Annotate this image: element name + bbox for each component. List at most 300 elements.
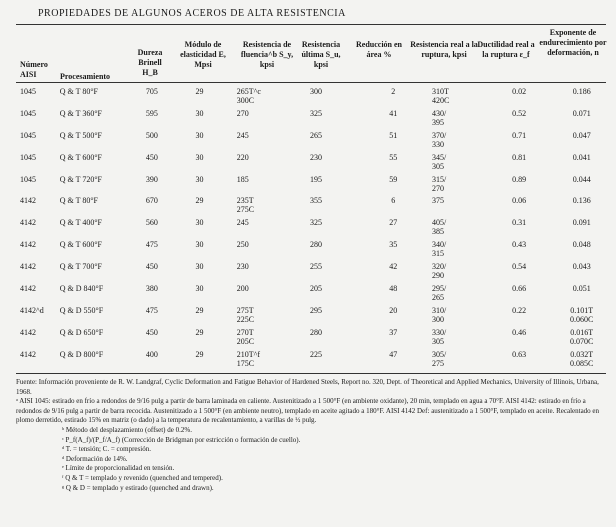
cell-sy	[227, 237, 296, 259]
cell-sy	[227, 193, 296, 215]
cell-sy-value: 245	[236, 130, 249, 140]
cell-aisi-value: 1045	[20, 152, 36, 162]
cell-proc-value: Q & D 800°F	[59, 349, 104, 359]
table-row	[16, 150, 616, 172]
cell-aisi	[16, 106, 60, 128]
cell-ef	[491, 303, 548, 325]
cell-ef	[491, 281, 548, 303]
cell-e	[172, 347, 226, 369]
cell-aisi	[16, 237, 60, 259]
cell-aisi	[16, 172, 60, 194]
cell-e-value: 30	[195, 240, 204, 250]
cell-sf-value: 370/	[431, 130, 447, 140]
cell-ef	[491, 237, 548, 259]
cell-su	[296, 281, 367, 303]
source-note: Fuente: Información proveniente de R. W. Landgraf, Cyclic Deformation and Fatigue Behavior of Hardened Steels, Report no. 320, Dept. of Theoretical and Applied Mechanics, University of Illinois, Urbana, 1968.	[16, 378, 599, 396]
cell-ra	[367, 281, 420, 303]
cell-hb	[132, 347, 173, 369]
cell-su-value: 300	[309, 87, 322, 96]
cell-e	[172, 106, 226, 128]
cell-su-value: 325	[309, 108, 322, 118]
cell-n	[547, 347, 616, 369]
cell-e-value: 29	[195, 349, 204, 359]
cell-sy	[227, 128, 296, 150]
cell-hb	[132, 193, 173, 215]
cell-sf2-value: 420C	[431, 96, 450, 105]
cell-hb-value: 450	[145, 262, 158, 272]
cell-sf-value: 430/	[431, 108, 447, 118]
cell-su-value: 325	[309, 218, 322, 228]
cell-sf2-value: 290	[431, 271, 444, 281]
cell-sy-value: 220	[236, 152, 249, 162]
cell-e	[172, 215, 226, 237]
cell-hb-value: 450	[145, 327, 158, 337]
cell-e-value: 30	[195, 284, 204, 294]
cell-ra-value: 51	[389, 130, 398, 140]
cell-ra	[367, 128, 420, 150]
cell-sf2-value: 300	[431, 314, 444, 324]
cell-hb	[132, 128, 173, 150]
cell-ra	[367, 237, 420, 259]
cell-su-value: 355	[309, 196, 322, 206]
cell-sf-value: 310/	[431, 305, 447, 315]
table-row	[16, 347, 616, 369]
cell-sf	[420, 281, 491, 303]
cell-hb-value: 400	[145, 349, 158, 359]
table-title: PROPIEDADES DE ALGUNOS ACEROS DE ALTA RESISTENCIA	[38, 8, 346, 19]
cell-aisi	[16, 259, 60, 281]
cell-n-value: 0.032T	[570, 349, 594, 359]
cell-sy2-value: 225C	[236, 314, 255, 324]
cell-e-value: 30	[195, 152, 204, 162]
cell-sy2-value: 300C	[236, 96, 255, 105]
cell-ef-value: 0.02	[512, 87, 527, 96]
cell-n-value: 0.101T	[570, 305, 594, 315]
cell-n	[547, 106, 616, 128]
cell-e-value: 30	[195, 174, 204, 184]
footnotes	[16, 378, 606, 493]
cell-sy	[227, 150, 296, 172]
cell-proc	[60, 259, 132, 281]
cell-proc-value: Q & T 500°F	[59, 130, 102, 140]
cell-sy	[227, 215, 296, 237]
cell-su-value: 230	[309, 152, 322, 162]
header-modulo: Módulo de elasticidad E, Mpsi	[180, 40, 226, 69]
cell-hb	[132, 84, 173, 106]
cell-ra	[367, 193, 420, 215]
cell-n2-value: 0.060C	[570, 314, 594, 324]
cell-aisi-value: 1045	[20, 87, 36, 96]
cell-sf-value: 310T	[431, 87, 449, 96]
cell-proc-value: Q & T 80°F	[59, 87, 98, 96]
cell-ef-value: 0.66	[512, 284, 527, 294]
cell-ef	[491, 347, 548, 369]
footnote-f: ᵉ Límite de proporcionalidad en tensión.	[62, 464, 175, 473]
cell-ra-value: 35	[389, 240, 398, 250]
cell-ra	[367, 172, 420, 194]
cell-ra-value: 37	[389, 327, 398, 337]
cell-sf2-value: 330	[431, 139, 444, 149]
cell-sf-value: 330/	[431, 327, 447, 337]
cell-sf2-value: 395	[431, 117, 444, 127]
footnote-h: ᵍ Q & D = templado y estirado (quenched and drawn).	[62, 483, 214, 492]
cell-sf	[420, 347, 491, 369]
cell-aisi-value: 4142	[20, 284, 36, 294]
footnote-c: ᶜ P_f(A_f)/(P_f/A_f) (Corrección de Bridgman por estricción o formación de cuello).	[62, 435, 301, 444]
cell-proc	[60, 237, 132, 259]
header-ductilidad: Ductilidad real a la ruptura ε_f	[477, 40, 535, 59]
header-aisi: Número AISI	[20, 60, 48, 79]
cell-e	[172, 150, 226, 172]
cell-sf	[420, 128, 491, 150]
cell-sf-value: 405/	[431, 218, 447, 228]
table-row	[16, 259, 616, 281]
cell-sy2-value: 205C	[236, 336, 255, 346]
cell-su-value: 225	[309, 349, 322, 359]
cell-n-value: 0.044	[572, 174, 591, 184]
cell-su	[296, 150, 367, 172]
cell-sy-value: 230	[236, 262, 249, 272]
cell-proc	[60, 172, 132, 194]
cell-su	[296, 325, 367, 347]
cell-aisi	[16, 303, 60, 325]
cell-ra-value: 48	[389, 284, 398, 294]
cell-ra	[367, 347, 420, 369]
cell-ef	[491, 172, 548, 194]
cell-hb-value: 670	[145, 196, 158, 206]
cell-sf2-value: 275	[431, 358, 444, 368]
cell-su-value: 295	[309, 305, 322, 315]
cell-e-value: 30	[195, 130, 204, 140]
cell-ra-value: 42	[389, 262, 398, 272]
cell-sy	[227, 347, 296, 369]
cell-proc-value: Q & D 650°F	[59, 327, 104, 337]
cell-aisi	[16, 281, 60, 303]
cell-sy	[227, 281, 296, 303]
cell-sy-value: 275T	[236, 305, 254, 315]
cell-proc-value: Q & T 360°F	[59, 108, 102, 118]
cell-ef	[491, 128, 548, 150]
cell-sf-value: 320/	[431, 262, 447, 272]
cell-proc-value: Q & T 700°F	[59, 262, 102, 272]
table-row	[16, 215, 616, 237]
cell-aisi	[16, 347, 60, 369]
cell-ra-value: 41	[389, 108, 398, 118]
cell-aisi-value: 1045	[20, 130, 36, 140]
cell-sy-value: 245	[236, 218, 249, 228]
cell-proc	[60, 347, 132, 369]
cell-hb	[132, 215, 173, 237]
cell-su	[296, 84, 367, 106]
header-proc: Procesamiento	[60, 72, 111, 81]
cell-su	[296, 128, 367, 150]
cell-e-value: 30	[195, 218, 204, 228]
cell-hb-value: 450	[145, 152, 158, 162]
cell-e-value: 29	[195, 87, 204, 96]
cell-sf2-value: 385	[431, 227, 444, 237]
cell-sy2-value: 175C	[236, 358, 255, 368]
cell-su	[296, 347, 367, 369]
cell-ef-value: 0.52	[512, 108, 527, 118]
cell-e-value: 30	[195, 262, 204, 272]
cell-sf	[420, 325, 491, 347]
cell-proc-value: Q & T 600°F	[59, 240, 102, 250]
cell-ef	[491, 193, 548, 215]
cell-proc-value: Q & D 550°F	[59, 305, 104, 315]
cell-e	[172, 303, 226, 325]
cell-e	[172, 84, 226, 106]
table-row	[16, 84, 616, 106]
cell-e-value: 29	[195, 305, 204, 315]
cell-ra	[367, 84, 420, 106]
cell-aisi-value: 1045	[20, 174, 36, 184]
cell-su-value: 280	[309, 240, 322, 250]
cell-n	[547, 237, 616, 259]
cell-sy-value: 250	[236, 240, 249, 250]
cell-hb	[132, 259, 173, 281]
cell-proc	[60, 281, 132, 303]
cell-ef-value: 0.54	[512, 262, 527, 272]
cell-hb-value: 705	[145, 87, 158, 96]
cell-ef	[491, 325, 548, 347]
table-row	[16, 325, 616, 347]
cell-sf2-value: 265	[431, 293, 444, 303]
cell-n-value: 0.047	[572, 130, 591, 140]
cell-proc	[60, 303, 132, 325]
header-rule	[16, 82, 606, 83]
cell-aisi-value: 1045	[20, 108, 36, 118]
cell-hb-value: 475	[145, 305, 158, 315]
cell-ra-value: 20	[389, 305, 398, 315]
cell-e-value: 29	[195, 196, 204, 206]
header-dureza: Dureza Brinell H_B	[137, 48, 163, 77]
cell-proc	[60, 106, 132, 128]
cell-aisi	[16, 128, 60, 150]
cell-e-value: 30	[195, 108, 204, 118]
cell-e	[172, 193, 226, 215]
data-table	[16, 84, 616, 369]
cell-su	[296, 303, 367, 325]
cell-hb-value: 475	[145, 240, 158, 250]
cell-hb	[132, 106, 173, 128]
cell-hb	[132, 150, 173, 172]
cell-sf2-value: 305	[431, 161, 444, 171]
cell-ra	[367, 215, 420, 237]
cell-aisi	[16, 84, 60, 106]
cell-aisi-value: 4142	[20, 327, 36, 337]
cell-sy-value: 270T	[236, 327, 254, 337]
cell-ra-value: 6	[391, 196, 396, 206]
cell-n2-value: 0.085C	[570, 358, 594, 368]
cell-ef-value: 0.71	[512, 130, 527, 140]
cell-hb-value: 390	[145, 174, 158, 184]
cell-ef-value: 0.89	[512, 174, 527, 184]
cell-e	[172, 259, 226, 281]
cell-ra-value: 47	[389, 349, 398, 359]
cell-ef-value: 0.43	[512, 240, 527, 250]
cell-aisi-value: 4142	[20, 196, 36, 206]
cell-n	[547, 281, 616, 303]
cell-su-value: 280	[309, 327, 322, 337]
cell-sf-value: 305/	[431, 349, 447, 359]
cell-n-value: 0.091	[572, 218, 591, 228]
footnote-e: ᵈ Deformación de 14%.	[62, 454, 128, 463]
table-row	[16, 303, 616, 325]
footnote-b: ᵇ Método del desplazamiento (offset) de 0.2%.	[62, 425, 192, 434]
cell-ef	[491, 215, 548, 237]
cell-e-value: 29	[195, 327, 204, 337]
cell-sf	[420, 106, 491, 128]
cell-su	[296, 106, 367, 128]
cell-ef	[491, 106, 548, 128]
cell-n-value: 0.043	[572, 262, 591, 272]
cell-sf	[420, 303, 491, 325]
cell-hb	[132, 281, 173, 303]
cell-sf	[420, 259, 491, 281]
cell-e	[172, 237, 226, 259]
cell-proc	[60, 128, 132, 150]
cell-sy2-value: 275C	[236, 205, 255, 215]
cell-ra	[367, 259, 420, 281]
cell-ra	[367, 325, 420, 347]
cell-aisi-value: 4142	[20, 218, 36, 228]
cell-su-value: 205	[309, 284, 322, 294]
cell-ra	[367, 106, 420, 128]
cell-aisi	[16, 193, 60, 215]
cell-sf-value: 340/	[431, 240, 447, 250]
footnote-g: ᶠ Q & T = templado y revenido (quenched and tempered).	[62, 473, 223, 482]
cell-su-value: 195	[309, 174, 322, 184]
cell-n	[547, 215, 616, 237]
cell-su	[296, 215, 367, 237]
cell-proc	[60, 325, 132, 347]
cell-ef-value: 0.63	[512, 349, 527, 359]
cell-sf-value: 295/	[431, 284, 447, 294]
cell-n	[547, 259, 616, 281]
cell-sf-value: 375	[431, 196, 444, 206]
footnote-a: ᵃ AISI 1045: estirado en frío a redondos de 9/16 pulg a partir de barra laminada en caliente. Austenitizado a 1 500°F (en ambiente oxidante), 20 min, templado en agua a 70°F. AISI 4142: estirado en frío a redondos de 9/16 pulg a partir de barra recocida. Austenitizado a 1 500°F (en ambiente neutro), templado en aceite agitado a 180°F. AISI 4142 Def: austenitizado a 1 500°F, templado en aceite. Recalentado en plomo derretido, estirado 15% en matriz (o dado) a la temperatura de recalentamiento, a varillas de ½ pulg.	[16, 397, 600, 425]
cell-proc	[60, 193, 132, 215]
cell-proc-value: Q & D 840°F	[59, 284, 104, 294]
cell-ef-value: 0.46	[512, 327, 527, 337]
cell-su-value: 265	[309, 130, 322, 140]
cell-hb	[132, 325, 173, 347]
table-row	[16, 128, 616, 150]
cell-ef-value: 0.31	[512, 218, 527, 228]
cell-proc-value: Q & T 720°F	[59, 174, 102, 184]
header-exponente: Exponente de endurecimiento por deformación, n	[539, 28, 607, 57]
cell-sf-value: 315/	[431, 174, 447, 184]
cell-n-value: 0.016T	[570, 327, 594, 337]
cell-hb	[132, 172, 173, 194]
cell-hb-value: 595	[145, 108, 158, 118]
cell-sf	[420, 150, 491, 172]
cell-sf2-value: 270	[431, 183, 444, 193]
cell-sy	[227, 84, 296, 106]
cell-sf	[420, 84, 491, 106]
cell-aisi-value: 4142	[20, 262, 36, 272]
cell-su	[296, 172, 367, 194]
cell-hb	[132, 303, 173, 325]
cell-sy	[227, 172, 296, 194]
cell-e	[172, 128, 226, 150]
cell-n	[547, 172, 616, 194]
cell-n-value: 0.051	[572, 284, 591, 294]
cell-aisi	[16, 215, 60, 237]
footnote-d: ᵈ T. = tensión; C. = compresión.	[62, 445, 151, 454]
cell-sy-value: 270	[236, 108, 249, 118]
cell-sf2-value: 315	[431, 249, 444, 259]
cell-n-value: 0.071	[572, 108, 591, 118]
cell-hb-value: 560	[145, 218, 158, 228]
cell-proc-value: Q & T 400°F	[59, 218, 102, 228]
cell-n	[547, 150, 616, 172]
header-reduccion: Reducción en área %	[356, 40, 402, 59]
cell-ef	[491, 150, 548, 172]
cell-ra-value: 55	[389, 152, 398, 162]
table-row	[16, 237, 616, 259]
table-row	[16, 193, 616, 215]
cell-hb-value: 380	[145, 284, 158, 294]
cell-sy	[227, 259, 296, 281]
cell-ef-value: 0.06	[512, 196, 527, 206]
cell-ra	[367, 150, 420, 172]
cell-sf	[420, 237, 491, 259]
bottom-rule	[16, 373, 606, 374]
cell-n-value: 0.041	[572, 152, 591, 162]
cell-su	[296, 259, 367, 281]
table-row	[16, 106, 616, 128]
cell-sy-value: 185	[236, 174, 249, 184]
cell-sy	[227, 106, 296, 128]
cell-sy	[227, 303, 296, 325]
header-real: Resistencia real a la ruptura, kpsi	[410, 40, 478, 59]
cell-sf-value: 345/	[431, 152, 447, 162]
cell-proc-value: Q & T 80°F	[59, 196, 98, 206]
cell-aisi-value: 4142^d	[20, 305, 44, 315]
cell-e	[172, 281, 226, 303]
cell-hb	[132, 237, 173, 259]
cell-ra-value: 59	[389, 174, 398, 184]
cell-ef	[491, 259, 548, 281]
cell-sf2-value: 305	[431, 336, 444, 346]
cell-aisi	[16, 325, 60, 347]
cell-proc	[60, 150, 132, 172]
top-rule	[16, 24, 606, 25]
cell-sy-value: 265T^c	[236, 87, 261, 96]
cell-n	[547, 193, 616, 215]
cell-aisi-value: 4142	[20, 240, 36, 250]
cell-n-value: 0.048	[572, 240, 591, 250]
cell-aisi-value: 4142	[20, 349, 36, 359]
cell-su	[296, 237, 367, 259]
cell-ra-value: 27	[389, 218, 398, 228]
cell-sf	[420, 193, 491, 215]
cell-sy	[227, 325, 296, 347]
cell-proc	[60, 84, 132, 106]
cell-sf	[420, 215, 491, 237]
cell-n	[547, 303, 616, 325]
cell-ra	[367, 303, 420, 325]
cell-sy-value: 200	[236, 284, 249, 294]
cell-n-value: 0.186	[572, 87, 591, 96]
header-ultima: Resistencia última S_u, kpsi	[301, 40, 341, 69]
cell-ef-value: 0.81	[512, 152, 527, 162]
cell-ra-value: 2	[391, 87, 396, 96]
cell-ef	[491, 84, 548, 106]
cell-hb-value: 500	[145, 130, 158, 140]
cell-su	[296, 193, 367, 215]
